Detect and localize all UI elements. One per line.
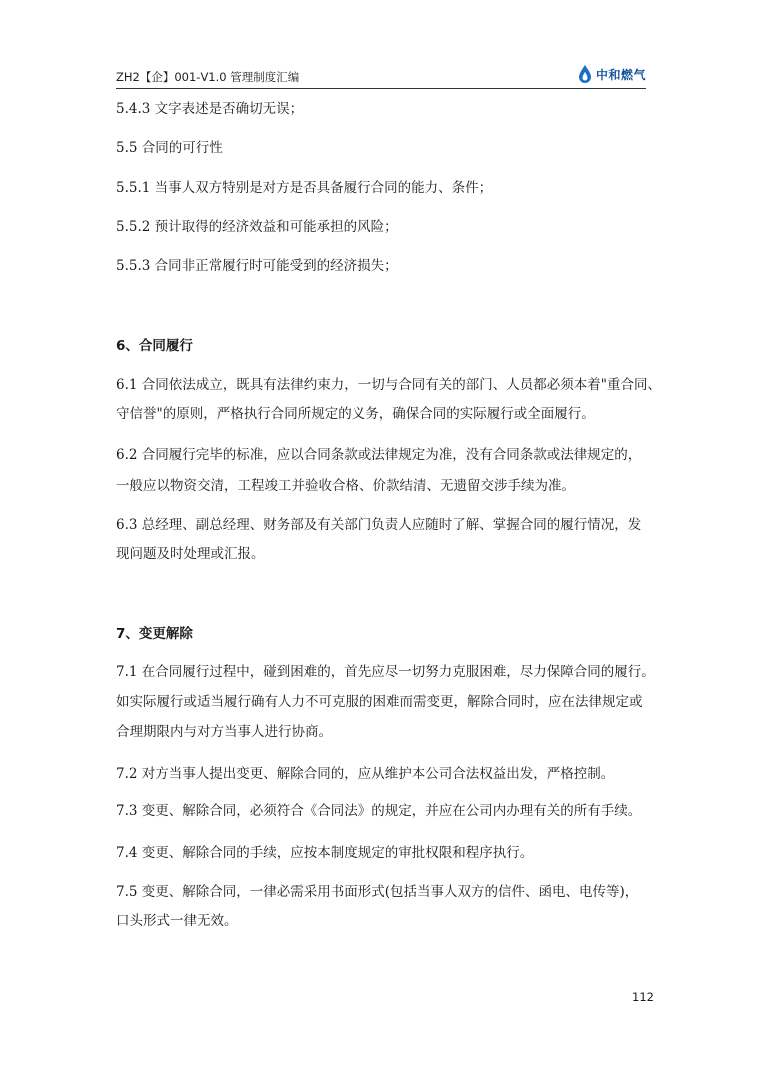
section-heading-7: 7、变更解除 <box>116 626 193 642</box>
clause-7-1-line-1: 7.1 在合同履行过程中，碰到困难的，首先应尽一切努力克服困难，尽力保障合同的履行。 <box>116 664 655 680</box>
clause-5-5-1: 5.5.1 当事人双方特别是对方是否具备履行合同的能力、条件； <box>116 180 493 196</box>
clause-7-5-line-2: 口头形式一律无效。 <box>116 913 238 929</box>
clause-7-5-line-1: 7.5 变更、解除合同，一律必需采用书面形式(包括当事人双方的信件、函电、电传等)， <box>116 884 639 900</box>
page-number: 112 <box>632 990 654 1004</box>
company-logo <box>577 63 646 85</box>
clause-6-3-line-1: 6.3 总经理、副总经理、财务部及有关部门负责人应随时了解、掌握合同的履行情况，发 <box>116 517 642 533</box>
clause-6-2-line-2: 一般应以物资交清，工程竣工并验收合格、价款结清、无遗留交涉手续为准。 <box>116 478 575 494</box>
clause-6-2-line-1: 6.2 合同履行完毕的标准，应以合同条款或法律规定为准，没有合同条款或法律规定的， <box>116 447 642 463</box>
logo-text: 中和燃气 <box>595 67 646 82</box>
clause-6-3-line-2: 现问题及时处理或汇报。 <box>116 546 265 562</box>
clause-5-5-3: 5.5.3 合同非正常履行时可能受到的经济损失； <box>116 258 398 274</box>
clause-5-5: 5.5 合同的可行性 <box>116 140 223 156</box>
clause-5-4-3: 5.4.3 文字表述是否确切无误； <box>116 101 304 117</box>
clause-7-1-line-2: 如实际履行或适当履行确有人力不可克服的困难而需变更，解除合同时，应在法律规定或 <box>116 694 643 710</box>
clause-7-2: 7.2 对方当事人提出变更、解除合同的，应从维护本公司合法权益出发，严格控制。 <box>116 766 615 782</box>
clause-7-3: 7.3 变更、解除合同，必须符合《合同法》的规定，并应在公司内办理有关的所有手续。 <box>116 803 642 819</box>
clause-6-1-line-2: 守信誉"的原则，严格执行合同所规定的义务，确保合同的实际履行或全面履行。 <box>116 406 595 422</box>
clause-6-1-line-1: 6.1 合同依法成立，既具有法律约束力，一切与合同有关的部门、人员都必须本着"重合同、 <box>116 377 661 393</box>
clause-7-4: 7.4 变更、解除合同的手续，应按本制度规定的审批权限和程序执行。 <box>116 845 534 861</box>
page-header <box>116 62 646 89</box>
clause-5-5-2: 5.5.2 预计取得的经济效益和可能承担的风险； <box>116 219 398 235</box>
header-title: ZH2【企】001-V1.0 管理制度汇编 <box>116 70 300 84</box>
clause-7-1-line-3: 合理期限内与对方当事人进行协商。 <box>116 724 332 740</box>
section-heading-6: 6、合同履行 <box>116 338 193 354</box>
flame-drop-icon <box>577 64 593 84</box>
